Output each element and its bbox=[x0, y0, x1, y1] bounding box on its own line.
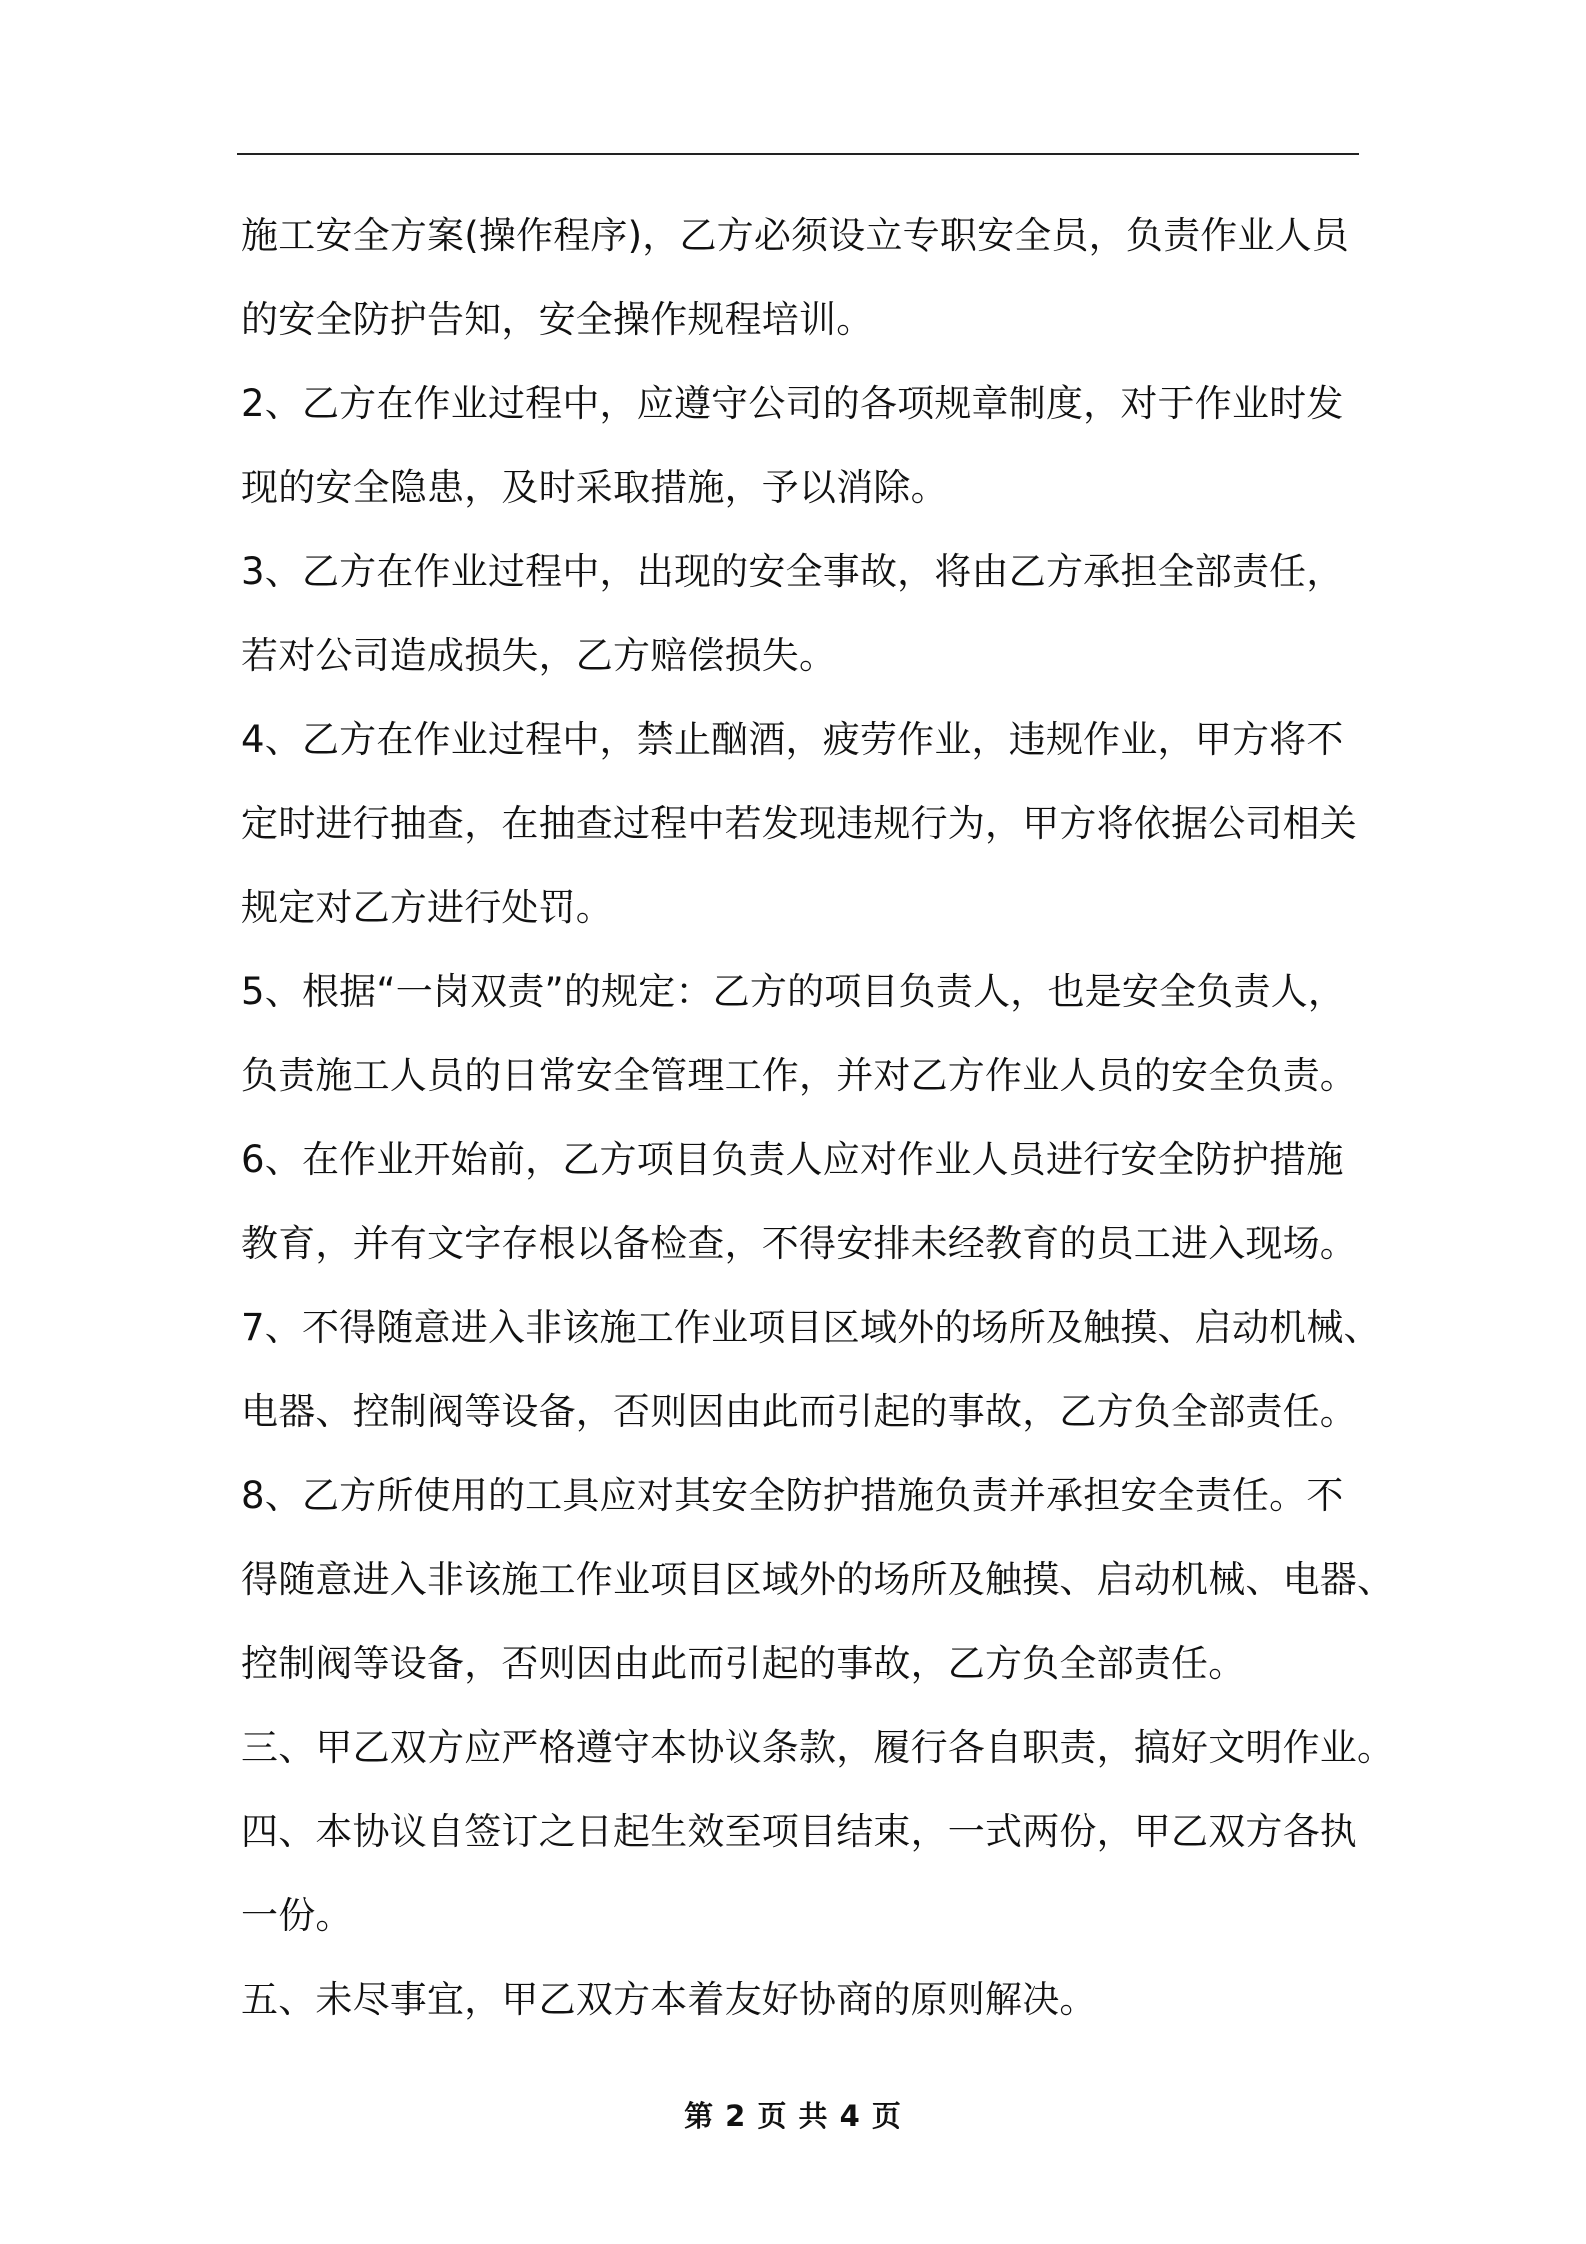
text-line: 5、根据“一岗双责”的规定：乙方的项目负责人，也是安全负责人， bbox=[241, 970, 1346, 1013]
header-rule bbox=[237, 153, 1359, 155]
text-line: 控制阀等设备，否则因由此而引起的事故，乙方负全部责任。 bbox=[241, 1642, 1246, 1685]
text-line: 三、甲乙双方应严格遵守本协议条款，履行各自职责，搞好文明作业。 bbox=[241, 1726, 1395, 1769]
text-line: 五、未尽事宜，甲乙双方本着友好协商的原则解决。 bbox=[241, 1978, 1097, 2021]
text-line: 2、乙方在作业过程中，应遵守公司的各项规章制度，对于作业时发 bbox=[241, 382, 1344, 425]
text-line: 定时进行抽查，在抽查过程中若发现违规行为，甲方将依据公司相关 bbox=[241, 802, 1357, 845]
text-line: 3、乙方在作业过程中，出现的安全事故，将由乙方承担全部责任， bbox=[241, 550, 1344, 593]
text-line: 负责施工人员的日常安全管理工作，并对乙方作业人员的安全负责。 bbox=[241, 1054, 1357, 1097]
text-line: 规定对乙方进行处罚。 bbox=[241, 886, 613, 929]
text-line: 一份。 bbox=[241, 1894, 353, 1937]
document-body bbox=[241, 194, 1395, 2042]
text-line: 若对公司造成损失，乙方赔偿损失。 bbox=[241, 634, 837, 677]
text-line: 7、不得随意进入非该施工作业项目区域外的场所及触摸、启动机械、 bbox=[241, 1306, 1381, 1349]
text-line: 的安全防护告知，安全操作规程培训。 bbox=[241, 298, 874, 341]
text-line: 施工安全方案(操作程序)，乙方必须设立专职安全员，负责作业人员 bbox=[241, 214, 1350, 257]
text-line: 得随意进入非该施工作业项目区域外的场所及触摸、启动机械、电器、 bbox=[241, 1558, 1395, 1601]
text-line: 现的安全隐患，及时采取措施，予以消除。 bbox=[241, 466, 948, 509]
text-line: 8、乙方所使用的工具应对其安全防护措施负责并承担安全责任。不 bbox=[241, 1474, 1344, 1517]
text-line: 4、乙方在作业过程中，禁止酗酒，疲劳作业，违规作业，甲方将不 bbox=[241, 718, 1344, 761]
text-line: 教育，并有文字存根以备检查，不得安排未经教育的员工进入现场。 bbox=[241, 1222, 1357, 1265]
text-line: 四、本协议自签订之日起生效至项目结束，一式两份，甲乙双方各执 bbox=[241, 1810, 1357, 1853]
text-line: 电器、控制阀等设备，否则因由此而引起的事故，乙方负全部责任。 bbox=[241, 1390, 1357, 1433]
text-line: 6、在作业开始前，乙方项目负责人应对作业人员进行安全防护措施 bbox=[241, 1138, 1344, 1181]
page-number: 第 2 页 共 4 页 bbox=[684, 2099, 902, 2133]
